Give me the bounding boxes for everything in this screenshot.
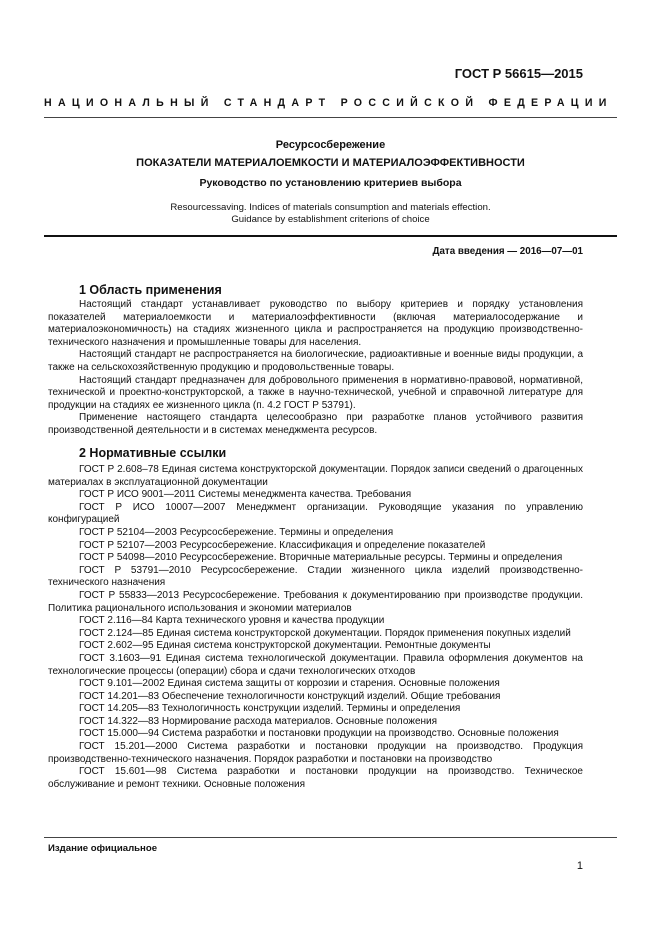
title-line-1: Ресурсосбережение (275, 139, 386, 151)
reference-item: ГОСТ Р 52107—2003 Ресурсосбережение. Классификация и определение показателей (79, 539, 486, 551)
section-2-heading: 2 Нормативные ссылки (79, 446, 227, 460)
header-divider (44, 117, 617, 118)
reference-item: ГОСТ 14.205—83 Технологичность конструкции изделий. Термины и определения (79, 703, 461, 715)
introduction-date: Дата введения — 2016—07—01 (432, 246, 583, 257)
reference-item: ГОСТ 2.124—85 Единая система конструкторской документации. Порядок применения покупных изделий (79, 627, 571, 639)
paragraph: Настоящий стандарт не распространяется на биологические, радиоактивные и военные виды продукции, а также на сельскохозяйственную продукцию и продовольственные товары. (48, 349, 583, 373)
reference-item: ГОСТ 15.201—2000 Система разработки и постановки продукции на производство. Продукция производственно-технического назначения. Порядок разработки и постановки на производство (48, 741, 583, 765)
reference-item: ГОСТ 14.201—83 Обеспечение технологичности конструкций изделий. Общие требования (79, 690, 501, 702)
normative-references-list (48, 464, 583, 791)
reference-item: ГОСТ Р 53791—2010 Ресурсосбережение. Стадии жизненного цикла изделий производственно-технического назначения (48, 564, 583, 589)
footer-divider (44, 837, 617, 838)
reference-item: ГОСТ Р 54098—2010 Ресурсосбережение. Вторичные материальные ресурсы. Термины и определения (79, 552, 563, 564)
reference-item: ГОСТ Р ИСО 9001—2011 Системы менеджмента качества. Требования (79, 489, 412, 501)
paragraph: Применение настоящего стандарта целесообразно при разработке планов устойчивого развития производственной деятельности и в системах менеджмента ресурсов. (48, 412, 583, 436)
title-line-3: Руководство по установлению критериев выбора (199, 177, 462, 189)
section-1-body (48, 299, 583, 438)
reference-item: ГОСТ Р 55833—2013 Ресурсосбережение. Требования к документированию при производстве продукции. Политика рационального использования и экономии материалов (48, 589, 583, 614)
english-title-line-2: Guidance by establishment criterions of choice (231, 214, 430, 225)
reference-item: ГОСТ Р 52104—2003 Ресурсосбережение. Термины и определения (79, 526, 394, 538)
reference-item: ГОСТ 2.116—84 Карта технического уровня и качества продукции (79, 615, 385, 627)
paragraph: Настоящий стандарт устанавливает руководство по выбору критериев и порядку установления показателей материалоемкости и материалоэффективности (включая материалосодержание и материалоэкономичность) на стадиях жизненного цикла и распространяется на продукцию производственно-технического назначения и промышленные товары для населения. (48, 299, 583, 348)
english-title-line-1: Resourcessaving. Indices of materials consumption and materials effection. (170, 202, 491, 213)
title-line-2: ПОКАЗАТЕЛИ МАТЕРИАЛОЕМКОСТИ И МАТЕРИАЛОЭФФЕКТИВНОСТИ (136, 157, 525, 169)
reference-item: ГОСТ 14.322—83 Нормирование расхода материалов. Основные положения (79, 715, 438, 727)
title-divider (44, 235, 617, 237)
page-number: 1 (576, 860, 583, 872)
paragraph: Настоящий стандарт предназначен для добровольного применения в нормативно-правовой, нормативной, технической и проектно-конструкторской, а также в научно-технической, учебной и справочной литературе для продукции на стадиях ее жизненного цикла (п. 4.2 ГОСТ Р 53791). (48, 374, 583, 411)
reference-item: ГОСТ 15.601—98 Система разработки и постановки продукции на производство. Техническое обслуживание и ремонт техники. Основные положения (48, 766, 583, 790)
reference-item: ГОСТ 9.101—2002 Единая система защиты от коррозии и старения. Основные положения (79, 678, 500, 690)
national-standard-heading: НАЦИОНАЛЬНЫЙ СТАНДАРТ РОССИЙСКОЙ ФЕДЕРАЦИИ (44, 97, 613, 109)
official-edition-label: Издание официальное (48, 843, 158, 854)
reference-item: ГОСТ Р ИСО 10007—2007 Менеджмент организации. Руководящие указания по управлению конфигурацией (48, 501, 583, 526)
english-title (44, 202, 617, 226)
reference-item: ГОСТ Р 2.608–78 Единая система конструкторской документации. Порядок записи сведений о драгоценных материалах в эксплуатационной документации (48, 464, 583, 488)
section-1-heading: 1 Область применения (79, 283, 222, 297)
reference-item: ГОСТ 15.000—94 Система разработки и постановки продукции на производство. Основные положения (79, 728, 559, 740)
reference-item: ГОСТ 2.602—95 Единая система конструкторской документации. Ремонтные документы (79, 640, 491, 652)
document-code: ГОСТ Р 56615—2015 (454, 66, 583, 81)
reference-item: ГОСТ 3.1603—91 Единая система технологической документации. Правила оформления документов на технологические процессы (операции) сбора и сдачи технологических отходов (48, 652, 583, 677)
